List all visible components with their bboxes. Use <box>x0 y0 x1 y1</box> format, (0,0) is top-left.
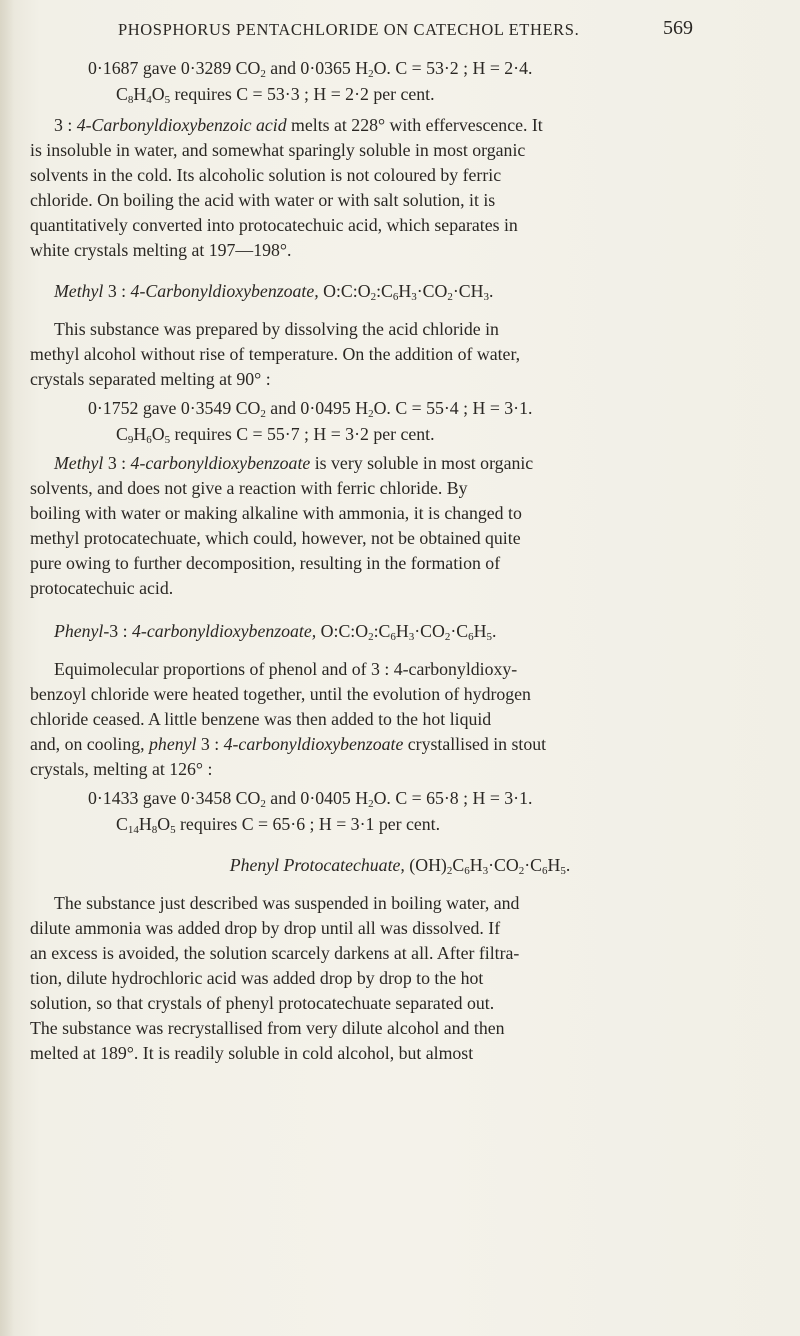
paragraph-line: methyl protocatechuate, which could, however, not be obtained quite <box>30 528 521 548</box>
formula-requirement-line: $C_9H_6O_5$ requires C = 55·7 ; H = 3·2 per cent. <box>116 424 435 446</box>
page-number: 569 <box>663 17 693 39</box>
paragraph-line: chloride. On boiling the acid with water or with salt solution, it is <box>30 190 496 210</box>
paragraph-line: protocatechuic acid. <box>30 578 174 598</box>
paragraph-line: white crystals melting at 197—198°. <box>30 240 292 260</box>
paragraph-line: crystals, melting at 126° : <box>30 759 213 779</box>
paragraph-line: The substance just described was suspended in boiling water, and <box>54 893 520 913</box>
paragraph-line: solvents, and does not give a reaction with ferric chloride. By <box>30 478 468 498</box>
paragraph-line: dilute ammonia was added drop by drop until all was dissolved. If <box>30 918 501 938</box>
paragraph-line: solution, so that crystals of phenyl protocatechuate separated out. <box>30 993 495 1013</box>
paragraph-line: Methyl 3 : 4-carbonyldioxybenzoate is very soluble in most organic <box>54 453 534 473</box>
paragraph-line: is insoluble in water, and somewhat sparingly soluble in most organic <box>30 140 526 160</box>
paragraph-line: crystals separated melting at 90° : <box>30 369 271 389</box>
paragraph-line: pure owing to further decomposition, resulting in the formation of <box>30 553 501 573</box>
analysis-line: 0·1687 gave 0·3289 $CO_2$ and 0·0365 $H_2O$. C = 53·2 ; H = 2·4. <box>88 58 533 80</box>
paragraph-line: an excess is avoided, the solution scarcely darkens at all. After filtra- <box>30 943 520 963</box>
paragraph-line: benzoyl chloride were heated together, until the evolution of hydrogen <box>30 684 531 704</box>
paragraph-line: The substance was recrystallised from very dilute alcohol and then <box>30 1018 505 1038</box>
paragraph-line: boiling with water or making alkaline with ammonia, it is changed to <box>30 503 522 523</box>
paragraph-line: This substance was prepared by dissolving the acid chloride in <box>54 319 499 339</box>
compound-heading: Methyl 3 : 4-Carbonyldioxybenzoate, $O:C:O_2:C_6H_3\cdot CO_2\cdot CH_3$. <box>54 281 494 303</box>
paragraph-line: melted at 189°. It is readily soluble in cold alcohol, but almost <box>30 1043 474 1063</box>
formula-requirement-line: $C_{14}H_8O_5$ requires C = 65·6 ; H = 3·1 per cent. <box>116 814 441 836</box>
paragraph-line: quantitatively converted into protocatechuic acid, which separates in <box>30 215 518 235</box>
paragraph-line: chloride ceased. A little benzene was then added to the hot liquid <box>30 709 492 729</box>
analysis-line: 0·1433 gave 0·3458 $CO_2$ and 0·0405 $H_2O$. C = 65·8 ; H = 3·1. <box>88 788 533 810</box>
compound-heading: Phenyl Protocatechuate, $(OH)_2C_6H_3\cdot CO_2\cdot C_6H_5$. <box>229 855 571 877</box>
paragraph-line: solvents in the cold. Its alcoholic solution is not coloured by ferric <box>30 165 502 185</box>
formula-requirement-line: $C_8H_4O_5$ requires C = 53·3 ; H = 2·2 per cent. <box>116 84 435 106</box>
analysis-line: 0·1752 gave 0·3549 $CO_2$ and 0·0495 $H_2O$. C = 55·4 ; H = 3·1. <box>88 398 533 420</box>
running-title: PHOSPHORUS PENTACHLORIDE ON CATECHOL ETHERS. <box>118 20 580 39</box>
paragraph-line: methyl alcohol without rise of temperature. On the addition of water, <box>30 344 521 364</box>
paragraph-line: tion, dilute hydrochloric acid was added drop by drop to the hot <box>30 968 484 988</box>
paragraph-line: Equimolecular proportions of phenol and of 3 : 4-carbonyldioxy- <box>54 659 518 679</box>
paragraph-line: 3 : 4-Carbonyldioxybenzoic acid melts at 228° with effervescence. It <box>54 115 543 135</box>
paragraph-line: and, on cooling, phenyl 3 : 4-carbonyldioxybenzoate crystallised in stout <box>30 734 547 754</box>
binding-gutter <box>0 0 14 1336</box>
compound-heading: Phenyl-3 : 4-carbonyldioxybenzoate, $O:C:O_2:C_6H_3\cdot CO_2\cdot C_6H_5$. <box>54 621 497 643</box>
